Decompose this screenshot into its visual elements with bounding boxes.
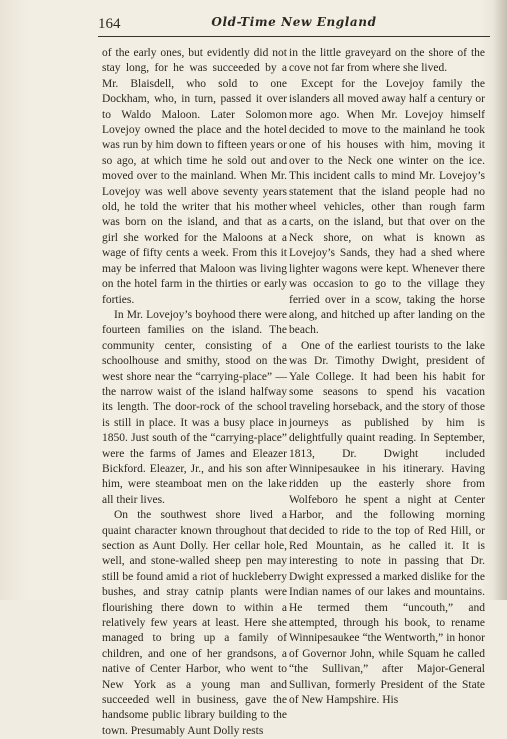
right-column: [289, 46, 485, 708]
page-number: 164: [98, 16, 121, 32]
header-rule: [98, 36, 490, 37]
paragraph: In Mr. Lovejoy’s boyhood there were fourteen families on the island. The community center, consisting of a schoolhouse and smithy, stood on the west shore near the “carrying-place” — the narrow waist of the island halfway its length. The door-rock of the school is still in place. It was a busy place in 1850. Just south of the “carrying-place” were the farms of James and Eleazer Bickford. Eleazer, Jr., and his son after him, were steamboat men on the lake all their lives.: [102, 308, 287, 506]
paragraph: On the southwest shore lived a quaint character known throughout that section as Aunt Dolly. Her cellar hole, well, and stone-walled sheep pen may still be found amid a riot of huckleberry bushes, and stray catnip plants were flourishing there down to within a relatively few years at least. Here she managed to bring up a family of children, and one of her grandsons, a native of Center Harbor, who went to New York as a young man and succeeded well in business, gave the handsome public library building to the town. Presumably Aunt Dolly rests: [102, 509, 287, 737]
paragraph: of the early ones, but evidently did not stay long, for he was succeeded by a Mr. Blaisdell, who sold to one Dockham, who, in turn, passed it over to Waldo Maloon. Later Solomon Lovejoy owned the place and the hotel was run by him down to fifteen years or so ago, at which time he sold out and moved over to the mainland. When Mr. Lovejoy was well above seventy years old, he told the writer that his mother was born on the island, and that as a girl she worked for the Maloons at a wage of fifty cents a week. From this it may be inferred that Maloon was living on the hotel farm in the thirties or early forties.: [102, 47, 287, 306]
paragraph: One of the earliest tourists to the lake was Dr. Timothy Dwight, president of Yale College. It had been his habit for some seasons to spend his vacation traveling horseback, and the story of those journeys as published by him is delightfully quaint reading. In September, 1813, Dr. Dwight included Winnipesaukee in his itinerary. Having ridden up the easterly shore from Wolfeboro he spent a night at Center Harbor, and the following morning decided to ride to the top of Red Hill, or Red Mountain, as he called it. It is interesting to note in passing that Dr. Dwight expressed a marked dislike for the Indian names of our lakes and mountains. He termed them “uncouth,” and attempted, through his book, to rename Winnipesaukee “the Wentworth,” in honor of Governor John, while Squam he called “the Sullivan,” after Major-General Sullivan, formerly President of the State of New Hampshire. His: [289, 339, 485, 707]
left-column: [102, 46, 287, 739]
paragraph: in the little graveyard on the shore of the cove not far from where she lived.: [289, 47, 485, 75]
page-header: [98, 14, 490, 36]
paragraph: Except for the Lovejoy family the islanders all moved away half a century or more ago. When Mr. Lovejoy himself decided to move to the mainland he took one of his houses with him, moving it over to the Neck one winter on the ice. This incident calls to mind Mr. Lovejoy’s statement that the island people had no wheel vehicles, other than rough farm carts, on the island, but that over on the Neck shore, on what is known as Lovejoy’s Sands, they had a shed where lighter wagons were kept. Whenever there was occasion to go to the village they ferried over in a scow, taking the horse along, and hitched up after landing on the beach.: [289, 77, 485, 337]
page-spine-shadow: [493, 0, 507, 600]
running-title: Old-Time New England: [211, 15, 377, 29]
